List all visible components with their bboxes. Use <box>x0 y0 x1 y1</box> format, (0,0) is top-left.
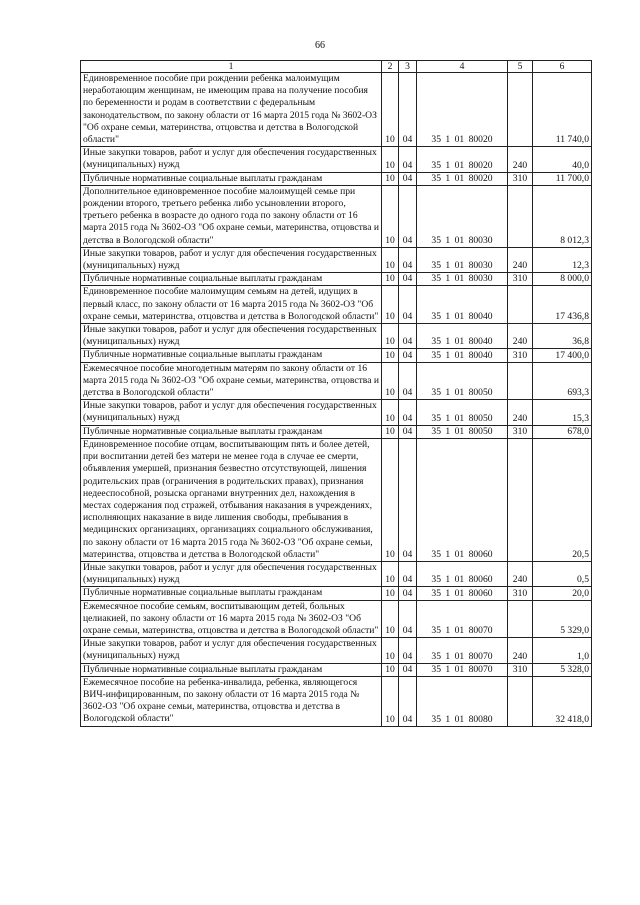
row-amount-cell: 11 740,0 <box>533 73 592 147</box>
row-section-cell: 10 <box>382 286 399 324</box>
row-expense-type-cell: 310 <box>508 663 533 676</box>
row-section-cell: 10 <box>382 676 399 726</box>
row-amount-cell: 8 012,3 <box>533 185 592 247</box>
row-subsection-cell: 04 <box>399 147 417 172</box>
row-target-article-cell: 35 1 01 80060 <box>417 438 508 561</box>
row-section-cell: 10 <box>382 561 399 586</box>
row-expense-type-cell <box>508 362 533 400</box>
row-expense-type-cell: 310 <box>508 587 533 600</box>
row-expense-type-cell <box>508 600 533 638</box>
row-amount-cell: 12,3 <box>533 247 592 272</box>
row-name-cell: Публичные нормативные социальные выплаты гражданам <box>81 663 382 676</box>
row-amount-cell: 678,0 <box>533 425 592 438</box>
row-section-cell: 10 <box>382 147 399 172</box>
row-amount-cell: 0,5 <box>533 561 592 586</box>
row-amount-cell: 36,8 <box>533 324 592 349</box>
row-name-cell: Иные закупки товаров, работ и услуг для обеспечения государственных (муниципальных) нужд <box>81 400 382 425</box>
row-subsection-cell: 04 <box>399 600 417 638</box>
row-name-cell: Публичные нормативные социальные выплаты гражданам <box>81 425 382 438</box>
row-expense-type-cell: 240 <box>508 147 533 172</box>
row-target-article-cell: 35 1 01 80020 <box>417 73 508 147</box>
row-name-cell: Иные закупки товаров, работ и услуг для обеспечения государственных (муниципальных) нужд <box>81 247 382 272</box>
row-amount-cell: 8 000,0 <box>533 273 592 286</box>
row-name-cell: Дополнительное единовременное пособие малоимущей семье при рождении второго, третьего ребенка либо усыновлении второго, третьего ребенка в возрасте до одного года по закону области от 16 марта 2015 года № 3602-ОЗ "Об охране семьи, материнства, отцовства и детства в Вологодской области" <box>81 185 382 247</box>
row-name-cell: Иные закупки товаров, работ и услуг для обеспечения государственных (муниципальных) нужд <box>81 324 382 349</box>
table-row <box>81 147 592 172</box>
row-name-cell: Иные закупки товаров, работ и услуг для обеспечения государственных (муниципальных) нужд <box>81 147 382 172</box>
table-row <box>81 362 592 400</box>
row-expense-type-cell: 310 <box>508 349 533 362</box>
row-target-article-cell: 35 1 01 80070 <box>417 663 508 676</box>
row-subsection-cell: 04 <box>399 561 417 586</box>
row-amount-cell: 693,3 <box>533 362 592 400</box>
table-row <box>81 600 592 638</box>
row-subsection-cell: 04 <box>399 349 417 362</box>
table-row <box>81 185 592 247</box>
row-expense-type-cell <box>508 676 533 726</box>
row-section-cell: 10 <box>382 638 399 663</box>
table-row <box>81 676 592 726</box>
table-row <box>81 73 592 147</box>
column-header: 3 <box>399 61 417 73</box>
row-expense-type-cell: 240 <box>508 561 533 586</box>
column-header: 6 <box>533 61 592 73</box>
row-target-article-cell: 35 1 01 80020 <box>417 147 508 172</box>
table-row <box>81 663 592 676</box>
row-target-article-cell: 35 1 01 80080 <box>417 676 508 726</box>
row-subsection-cell: 04 <box>399 638 417 663</box>
row-name-cell: Публичные нормативные социальные выплаты гражданам <box>81 273 382 286</box>
row-target-article-cell: 35 1 01 80040 <box>417 349 508 362</box>
row-subsection-cell: 04 <box>399 286 417 324</box>
column-header: 4 <box>417 61 508 73</box>
row-section-cell: 10 <box>382 438 399 561</box>
row-section-cell: 10 <box>382 587 399 600</box>
row-subsection-cell: 04 <box>399 73 417 147</box>
row-name-cell: Единовременное пособие малоимущим семьям на детей, идущих в первый класс, по закону области от 16 марта 2015 года № 3602-ОЗ "Об охране семьи, материнства, отцовства и детства в Вологодской области" <box>81 286 382 324</box>
row-expense-type-cell <box>508 438 533 561</box>
table-row <box>81 324 592 349</box>
row-amount-cell: 32 418,0 <box>533 676 592 726</box>
row-target-article-cell: 35 1 01 80060 <box>417 587 508 600</box>
row-amount-cell: 20,0 <box>533 587 592 600</box>
row-section-cell: 10 <box>382 362 399 400</box>
row-target-article-cell: 35 1 01 80030 <box>417 273 508 286</box>
row-target-article-cell: 35 1 01 80070 <box>417 638 508 663</box>
row-name-cell: Иные закупки товаров, работ и услуг для обеспечения государственных (муниципальных) нужд <box>81 561 382 586</box>
row-expense-type-cell: 240 <box>508 247 533 272</box>
row-section-cell: 10 <box>382 185 399 247</box>
row-section-cell: 10 <box>382 349 399 362</box>
row-subsection-cell: 04 <box>399 324 417 349</box>
row-expense-type-cell: 310 <box>508 425 533 438</box>
row-subsection-cell: 04 <box>399 247 417 272</box>
row-target-article-cell: 35 1 01 80050 <box>417 362 508 400</box>
row-target-article-cell: 35 1 01 80040 <box>417 324 508 349</box>
row-name-cell: Ежемесячное пособие семьям, воспитывающим детей, больных целиакией, по закону области от 16 марта 2015 года № 3602-ОЗ "Об охране семьи, материнства, отцовства и детства в Вологодской области" <box>81 600 382 638</box>
row-subsection-cell: 04 <box>399 172 417 185</box>
row-subsection-cell: 04 <box>399 425 417 438</box>
row-name-cell: Ежемесячное пособие на ребенка-инвалида, ребенка, являющегося ВИЧ-инфицированным, по закону области от 16 марта 2015 года № 3602-ОЗ "Об охране семьи, материнства, отцовства и детства в Вологодской области" <box>81 676 382 726</box>
row-amount-cell: 1,0 <box>533 638 592 663</box>
row-subsection-cell: 04 <box>399 273 417 286</box>
row-subsection-cell: 04 <box>399 587 417 600</box>
row-subsection-cell: 04 <box>399 185 417 247</box>
row-section-cell: 10 <box>382 273 399 286</box>
row-target-article-cell: 35 1 01 80030 <box>417 185 508 247</box>
row-target-article-cell: 35 1 01 80050 <box>417 425 508 438</box>
row-section-cell: 10 <box>382 247 399 272</box>
row-amount-cell: 40,0 <box>533 147 592 172</box>
table-row <box>81 349 592 362</box>
row-subsection-cell: 04 <box>399 400 417 425</box>
page-number: 66 <box>315 40 325 51</box>
table-row <box>81 286 592 324</box>
table-row <box>81 172 592 185</box>
table-row <box>81 561 592 586</box>
row-subsection-cell: 04 <box>399 438 417 561</box>
row-expense-type-cell: 310 <box>508 273 533 286</box>
row-amount-cell: 5 328,0 <box>533 663 592 676</box>
table-row <box>81 247 592 272</box>
row-expense-type-cell: 240 <box>508 400 533 425</box>
table-row <box>81 425 592 438</box>
table-body <box>81 73 592 727</box>
table-row <box>81 273 592 286</box>
row-amount-cell: 15,3 <box>533 400 592 425</box>
row-name-cell: Публичные нормативные социальные выплаты гражданам <box>81 172 382 185</box>
row-name-cell: Единовременное пособие отцам, воспитывающим пять и более детей, при воспитании детей без матери не менее года в случае ее смерти, объявления умершей, признания безвестно отсутствующей, лишения родительских прав (ограничения в родительских правах), признания недееспособной, розыска органами внутренних дел, нахождения в местах содержания под стражей, отбывания наказания в учреждениях, исполняющих наказание в виде лишения свободы, пребывания в медицинских организациях, организациях социального обслуживания, по закону области от 16 марта 2015 года № 3602-ОЗ "Об охране семьи, материнства, отцовства и детства в Вологодской области" <box>81 438 382 561</box>
column-header: 1 <box>81 61 382 73</box>
row-expense-type-cell <box>508 185 533 247</box>
row-name-cell: Единовременное пособие при рождении ребенка малоимущим неработающим женщинам, не имеющим права на получение пособия по беременности и родам в соответствии с федеральным законодательством, по закону области от 16 марта 2015 года № 3602-ОЗ "Об охране семьи, материнства, отцовства и детства в Вологодской области" <box>81 73 382 147</box>
row-target-article-cell: 35 1 01 80020 <box>417 172 508 185</box>
table-header-row <box>81 61 592 73</box>
row-expense-type-cell: 310 <box>508 172 533 185</box>
table-row <box>81 638 592 663</box>
row-target-article-cell: 35 1 01 80060 <box>417 561 508 586</box>
row-amount-cell: 5 329,0 <box>533 600 592 638</box>
row-target-article-cell: 35 1 01 80040 <box>417 286 508 324</box>
row-expense-type-cell: 240 <box>508 324 533 349</box>
row-amount-cell: 17 400,0 <box>533 349 592 362</box>
row-target-article-cell: 35 1 01 80070 <box>417 600 508 638</box>
row-expense-type-cell: 240 <box>508 638 533 663</box>
row-name-cell: Публичные нормативные социальные выплаты гражданам <box>81 587 382 600</box>
row-name-cell: Публичные нормативные социальные выплаты гражданам <box>81 349 382 362</box>
column-header: 5 <box>508 61 533 73</box>
row-expense-type-cell <box>508 73 533 147</box>
table-row <box>81 438 592 561</box>
budget-table <box>80 60 592 727</box>
row-amount-cell: 20,5 <box>533 438 592 561</box>
row-section-cell: 10 <box>382 425 399 438</box>
row-subsection-cell: 04 <box>399 362 417 400</box>
row-subsection-cell: 04 <box>399 676 417 726</box>
row-amount-cell: 11 700,0 <box>533 172 592 185</box>
table-row <box>81 587 592 600</box>
row-section-cell: 10 <box>382 663 399 676</box>
row-name-cell: Ежемесячное пособие многодетным матерям по закону области от 16 марта 2015 года № 3602-ОЗ "Об охране семьи, материнства, отцовства и детства в Вологодской области" <box>81 362 382 400</box>
row-target-article-cell: 35 1 01 80050 <box>417 400 508 425</box>
row-section-cell: 10 <box>382 172 399 185</box>
row-amount-cell: 17 436,8 <box>533 286 592 324</box>
table-row <box>81 400 592 425</box>
row-target-article-cell: 35 1 01 80030 <box>417 247 508 272</box>
row-name-cell: Иные закупки товаров, работ и услуг для обеспечения государственных (муниципальных) нужд <box>81 638 382 663</box>
row-section-cell: 10 <box>382 73 399 147</box>
row-section-cell: 10 <box>382 324 399 349</box>
row-subsection-cell: 04 <box>399 663 417 676</box>
row-expense-type-cell <box>508 286 533 324</box>
row-section-cell: 10 <box>382 600 399 638</box>
column-header: 2 <box>382 61 399 73</box>
row-section-cell: 10 <box>382 400 399 425</box>
